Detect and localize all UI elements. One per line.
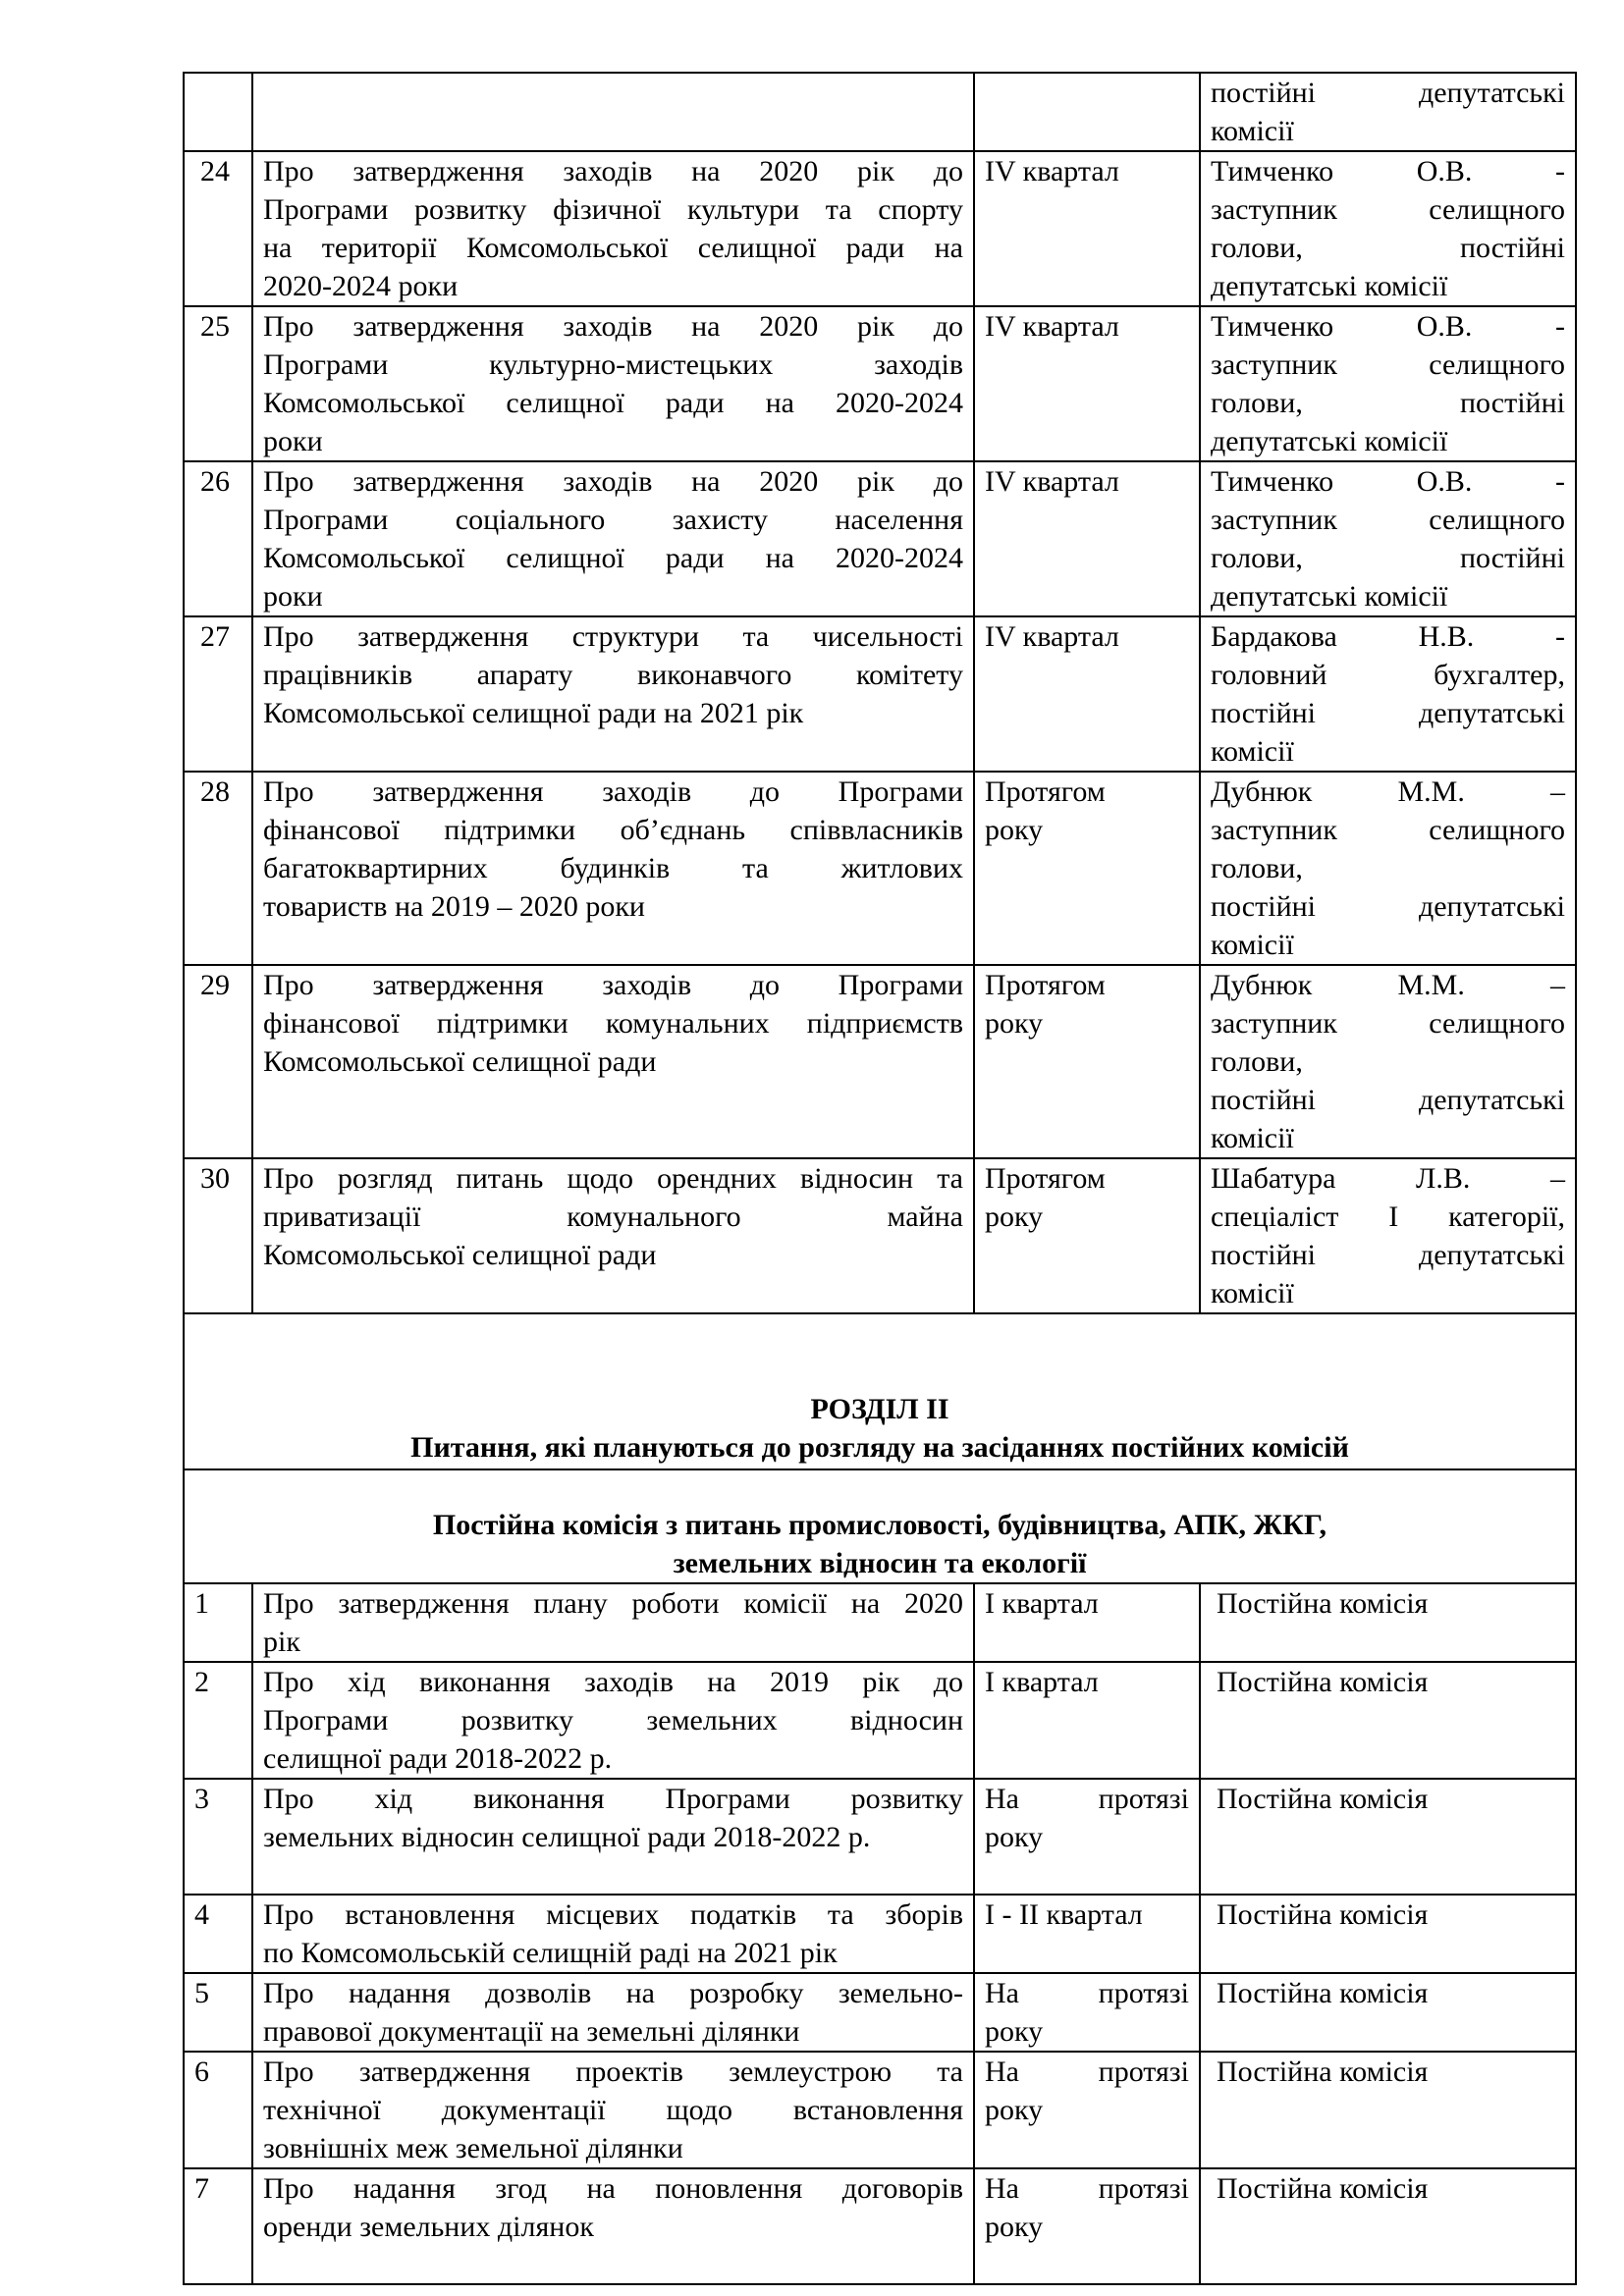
row-number: 26 (184, 461, 252, 616)
cell-line: І - ІІ квартал (985, 1898, 1143, 1931)
cell-line: заступник селищного (1211, 193, 1565, 226)
cell-line: працівників апарату виконавчого комітету (263, 659, 963, 691)
cell-line: Протягом (985, 1162, 1106, 1195)
cell-line: року (985, 2211, 1044, 2243)
cell-line: на території Комсомольської селищної ради на (263, 232, 963, 264)
cell-line: голови, (1211, 1045, 1303, 1078)
row-responsible (1200, 73, 1576, 151)
cell-line: року (985, 2094, 1044, 2126)
cell-line: комісії (1211, 735, 1294, 768)
row-number: 28 (184, 772, 252, 965)
section-title-row (184, 1313, 1576, 1469)
cell-line: IV квартал (985, 465, 1119, 498)
table-row (184, 1973, 1576, 2052)
cell-line: Про хід виконання заходів на 2019 рік до (263, 1666, 963, 1698)
row-title (252, 2052, 974, 2168)
cell-line: Постійна комісія (1217, 1783, 1429, 1815)
cell-line: головний бухгалтер, (1211, 659, 1565, 691)
row-term (974, 2052, 1200, 2168)
cell-line: товариств на 2019 – 2020 роки (263, 890, 645, 923)
cell-line: І квартал (985, 1587, 1099, 1620)
row-title (252, 1973, 974, 2052)
row-responsible (1200, 1583, 1576, 1662)
commission-title-line-2: земельних відносин та екології (673, 1547, 1087, 1579)
cell-line: Про затвердження заходів на 2020 рік до (263, 310, 963, 343)
row-term (974, 965, 1200, 1158)
cell-line: заступник селищного (1211, 504, 1565, 536)
row-responsible (1200, 2052, 1576, 2168)
cell-line: Про затвердження заходів до Програми (263, 969, 963, 1001)
cell-line: комісії (1211, 1122, 1294, 1154)
row-responsible (1200, 1158, 1576, 1313)
cell-line: Постійна комісія (1217, 1977, 1429, 2009)
cell-line: Про надання згод на поновлення договорів (263, 2172, 963, 2205)
cell-line: Тимченко О.В. - (1211, 155, 1565, 187)
cell-line: правової документації на земельні ділянки (263, 2015, 800, 2048)
row-title (252, 2168, 974, 2284)
cell-line: Постійна комісія (1217, 1898, 1429, 1931)
cell-line: На протязі (985, 1783, 1189, 1815)
cell-line: Комсомольської селищної ради на 2021 рік (263, 697, 804, 729)
row-responsible (1200, 151, 1576, 306)
cell-line: На протязі (985, 1977, 1189, 2009)
row-title (252, 772, 974, 965)
cell-line: постійні депутатські (1211, 1239, 1565, 1271)
cell-line: багатоквартирних будинків та житлових (263, 852, 963, 884)
cell-line: Програми соціального захисту населення (263, 504, 963, 536)
row-number: 5 (184, 1973, 252, 2052)
row-title (252, 616, 974, 772)
row-number: 25 (184, 306, 252, 461)
cell-line: Шабатура Л.В. – (1211, 1162, 1565, 1195)
cell-line: Постійна комісія (1217, 1587, 1429, 1620)
row-responsible (1200, 1662, 1576, 1779)
cell-line: голови, постійні (1211, 232, 1565, 264)
row-title (252, 965, 974, 1158)
row-term (974, 1779, 1200, 1895)
cell-line: Програми розвитку фізичної культури та спорту (263, 193, 963, 226)
table-section-2 (184, 1583, 1576, 2284)
cell-line: Постійна комісія (1217, 2056, 1429, 2088)
row-term (974, 1583, 1200, 1662)
row-term (974, 306, 1200, 461)
table-row (184, 1779, 1576, 1895)
cell-line: Програми культурно-мистецьких заходів (263, 348, 963, 381)
table-row (184, 1158, 1576, 1313)
cell-line: Постійна комісія (1217, 1666, 1429, 1698)
cell-line: І квартал (985, 1666, 1099, 1698)
table-row (184, 2052, 1576, 2168)
commission-title-line-1: Постійна комісія з питань промисловості, будівництва, АПК, ЖКГ, (432, 1509, 1327, 1541)
row-responsible (1200, 772, 1576, 965)
row-title (252, 1662, 974, 1779)
row-responsible (1200, 1779, 1576, 1895)
cell-line: Бардакова Н.В. - (1211, 620, 1565, 653)
cell-line: року (985, 2015, 1044, 2048)
cell-line: року (985, 1007, 1044, 1040)
cell-line: Про надання дозволів на розробку земельно- (263, 1977, 963, 2009)
row-number: 27 (184, 616, 252, 772)
row-number: 7 (184, 2168, 252, 2284)
cell-line: Дубнюк М.М. – (1211, 969, 1565, 1001)
row-term (974, 1662, 1200, 1779)
table-row (184, 2168, 1576, 2284)
cell-line: IV квартал (985, 310, 1119, 343)
cell-line: голови, постійні (1211, 542, 1565, 574)
cell-line: голови, постійні (1211, 387, 1565, 419)
row-title (252, 1779, 974, 1895)
cell-line: На протязі (985, 2172, 1189, 2205)
cell-line: Комсомольської селищної ради на 2020-2024 (263, 542, 963, 574)
cell-line: Про розгляд питань щодо орендних відносин та (263, 1162, 963, 1195)
cell-line: заступник селищного (1211, 1007, 1565, 1040)
section-subtitle: Питання, які плануються до розгляду на засіданнях постійних комісій (410, 1431, 1349, 1464)
cell-line: Про затвердження заходів на 2020 рік до (263, 155, 963, 187)
row-responsible (1200, 2168, 1576, 2284)
cell-line: Тимченко О.В. - (1211, 465, 1565, 498)
table-row (184, 965, 1576, 1158)
row-number: 30 (184, 1158, 252, 1313)
row-term (974, 151, 1200, 306)
row-term (974, 772, 1200, 965)
document-page (183, 72, 1575, 2285)
cell-line: технічної документації щодо встановлення (263, 2094, 963, 2126)
cell-line: постійні депутатські (1211, 1084, 1565, 1116)
cell-line: Тимченко О.В. - (1211, 310, 1565, 343)
table-row (184, 1583, 1576, 1662)
row-number: 4 (184, 1895, 252, 1973)
row-term (974, 616, 1200, 772)
row-number: 2 (184, 1662, 252, 1779)
row-responsible (1200, 616, 1576, 772)
cell-line: постійні депутатські (1211, 890, 1565, 923)
table-row (184, 73, 1576, 151)
cell-line: комісії (1211, 115, 1294, 147)
row-title (252, 1895, 974, 1973)
cell-line: року (985, 1821, 1044, 1853)
row-responsible (1200, 1895, 1576, 1973)
cell-line: Про затвердження структури та чисельності (263, 620, 963, 653)
row-title (252, 151, 974, 306)
row-term (974, 73, 1200, 151)
cell-line: Про встановлення місцевих податків та зборів (263, 1898, 963, 1931)
row-responsible (1200, 461, 1576, 616)
cell-line: постійні депутатські (1211, 697, 1565, 729)
cell-line: Дубнюк М.М. – (1211, 775, 1565, 808)
cell-line: депутатські комісії (1211, 270, 1448, 302)
row-responsible (1200, 306, 1576, 461)
cell-line: земельних відносин селищної ради 2018-2022 р. (263, 1821, 871, 1853)
cell-line: фінансової підтримки об’єднань співвласників (263, 814, 963, 846)
cell-line: Про затвердження проектів землеустрою та (263, 2056, 963, 2088)
cell-line: IV квартал (985, 155, 1119, 187)
cell-line: року (985, 1201, 1044, 1233)
row-title (252, 306, 974, 461)
cell-line: Комсомольської селищної ради (263, 1239, 657, 1271)
row-number: 24 (184, 151, 252, 306)
cell-line: комісії (1211, 1277, 1294, 1309)
cell-line: постійні депутатські (1211, 77, 1565, 109)
table-section-1 (184, 73, 1576, 1313)
table-row (184, 461, 1576, 616)
cell-line: спеціаліст І категорії, (1211, 1201, 1565, 1233)
cell-line: депутатські комісії (1211, 580, 1448, 613)
cell-line: роки (263, 580, 323, 613)
row-term (974, 1973, 1200, 2052)
cell-line: IV квартал (985, 620, 1119, 653)
cell-line: роки (263, 425, 323, 457)
cell-line: Програми розвитку земельних відносин (263, 1704, 963, 1736)
cell-line: Протягом (985, 775, 1106, 808)
cell-line: Про затвердження плану роботи комісії на 2020 (263, 1587, 963, 1620)
row-term (974, 1895, 1200, 1973)
row-number: 29 (184, 965, 252, 1158)
table-row (184, 1895, 1576, 1973)
cell-line: заступник селищного (1211, 814, 1565, 846)
cell-line: Протягом (985, 969, 1106, 1001)
row-number: 1 (184, 1583, 252, 1662)
table-row (184, 616, 1576, 772)
section-title: РОЗДІЛ ІІ (810, 1393, 949, 1425)
cell-line: фінансової підтримки комунальних підприємств (263, 1007, 963, 1040)
commission-title-row (184, 1469, 1576, 1583)
row-term (974, 461, 1200, 616)
cell-line: селищної ради 2018-2022 р. (263, 1742, 613, 1775)
plan-table (183, 72, 1577, 2285)
cell-line: Комсомольської селищної ради (263, 1045, 657, 1078)
row-term (974, 1158, 1200, 1313)
row-title (252, 1158, 974, 1313)
cell-line: На протязі (985, 2056, 1189, 2088)
cell-line: Про затвердження заходів на 2020 рік до (263, 465, 963, 498)
cell-line: заступник селищного (1211, 348, 1565, 381)
row-term (974, 2168, 1200, 2284)
table-row (184, 151, 1576, 306)
table-row (184, 772, 1576, 965)
row-title (252, 461, 974, 616)
cell-line: Комсомольської селищної ради на 2020-2024 (263, 387, 963, 419)
cell-line: депутатські комісії (1211, 425, 1448, 457)
row-responsible (1200, 965, 1576, 1158)
row-title (252, 73, 974, 151)
row-title (252, 1583, 974, 1662)
row-number (184, 73, 252, 151)
table-row (184, 1662, 1576, 1779)
cell-line: зовнішніх меж земельної ділянки (263, 2132, 683, 2164)
table-row (184, 306, 1576, 461)
section-header-block (184, 1313, 1576, 1583)
cell-line: комісії (1211, 929, 1294, 961)
cell-line: приватизації комунального майна (263, 1201, 963, 1233)
cell-line: рік (263, 1626, 300, 1658)
row-responsible (1200, 1973, 1576, 2052)
cell-line: Про затвердження заходів до Програми (263, 775, 963, 808)
cell-line: 2020-2024 роки (263, 270, 459, 302)
cell-line: Про хід виконання Програми розвитку (263, 1783, 963, 1815)
cell-line: голови, (1211, 852, 1303, 884)
cell-line: року (985, 814, 1044, 846)
cell-line: по Комсомольській селищній раді на 2021 рік (263, 1937, 838, 1969)
cell-line: Постійна комісія (1217, 2172, 1429, 2205)
cell-line: оренди земельних ділянок (263, 2211, 594, 2243)
row-number: 6 (184, 2052, 252, 2168)
row-number: 3 (184, 1779, 252, 1895)
